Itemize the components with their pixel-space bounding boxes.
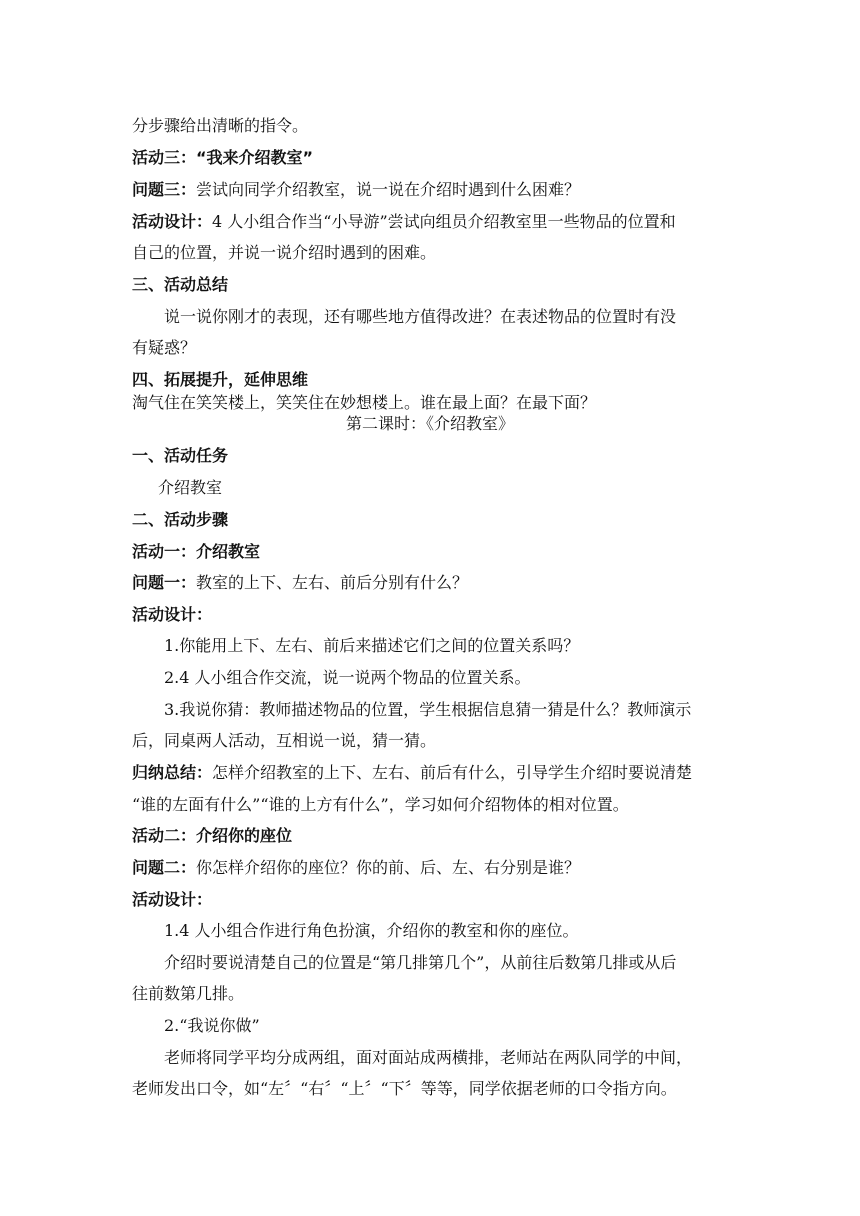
text-line: 分步骤给出清晰的指令。 <box>132 116 309 135</box>
design-text: 4 人小组合作当“小导游”尝试向组员介绍教室里一些物品的位置和 <box>212 212 676 231</box>
list-item: 1.4 人小组合作进行角色扮演，介绍你的教室和你的座位。 <box>164 921 579 940</box>
list-item: 2.“我说你做” <box>164 1016 260 1035</box>
heading-extension: 四、拓展提升，延伸思维 <box>132 370 309 389</box>
question-3 <box>132 180 580 200</box>
heading-summary: 三、活动总结 <box>132 275 229 294</box>
list-item: 2.4 人小组合作交流，说一说两个物品的位置关系。 <box>164 668 531 687</box>
text-line: “谁的左面有什么”“谁的上方有什么”，学习如何介绍物体的相对位置。 <box>132 795 629 814</box>
summary-line <box>132 763 692 783</box>
text-line: 后，同桌两人活动，互相说一说，猜一猜。 <box>132 731 437 750</box>
text-line: 有疑惑？ <box>132 338 197 357</box>
question-label: 问题一： <box>132 573 197 592</box>
design-heading: 活动设计： <box>132 890 213 909</box>
question-label: 问题二： <box>132 858 197 877</box>
question-text: 教室的上下、左右、前后分别有什么？ <box>196 573 469 592</box>
text-line: 介绍时要说清楚自己的位置是“第几排第几个”，从前往后数第几排或从后 <box>164 953 677 972</box>
activity-design-line <box>132 212 676 232</box>
question-1 <box>132 573 468 593</box>
text-line: 老师发出口令，如“左〞“右〞“上〞“下〞等等，同学依据老师的口令指方向。 <box>132 1079 677 1098</box>
summary-label: 归纳总结： <box>132 763 213 782</box>
question-text: 尝试向同学介绍教室，说一说在介绍时遇到什么困难？ <box>196 180 581 199</box>
question-text: 你怎样介绍你的座位？你的前、后、左、右分别是谁？ <box>196 858 581 877</box>
question-label: 问题三： <box>132 180 197 199</box>
text-line: 说一说你刚才的表现，还有哪些地方值得改进？在表述物品的位置时有没 <box>164 307 677 326</box>
heading-activity-1: 活动一：介绍教室 <box>132 542 261 561</box>
heading-steps: 二、活动步骤 <box>132 510 229 529</box>
text-line: 老师将同学平均分成两组，面对面站成两横排，老师站在两队同学的中间， <box>164 1048 693 1067</box>
heading-activity-2: 活动二：介绍你的座位 <box>132 826 293 845</box>
heading-task: 一、活动任务 <box>132 446 229 465</box>
question-2 <box>132 858 580 878</box>
summary-text: 怎样介绍教室的上下、左右、前后有什么，引导学生介绍时要说清楚 <box>212 763 693 782</box>
design-heading: 活动设计： <box>132 605 213 624</box>
lesson-title: 第二课时：《介绍教室》 <box>345 414 514 433</box>
text-line: 淘气住在笑笑楼上，笑笑住在妙想楼上。谁在最上面？在最下面？ <box>132 393 597 412</box>
text-line: 往前数第几排。 <box>132 984 245 1003</box>
list-item: 1.你能用上下、左右、前后来描述它们之间的位置关系吗？ <box>164 636 580 655</box>
list-item: 3.我说你猜：教师描述物品的位置，学生根据信息猜一猜是什么？教师演示 <box>164 700 692 719</box>
text-line: 自己的位置，并说一说介绍时遇到的困难。 <box>132 243 437 262</box>
heading-activity-3: 活动三：“我来介绍教室” <box>132 148 314 167</box>
design-label: 活动设计： <box>132 212 213 231</box>
text-line: 介绍教室 <box>158 478 223 497</box>
